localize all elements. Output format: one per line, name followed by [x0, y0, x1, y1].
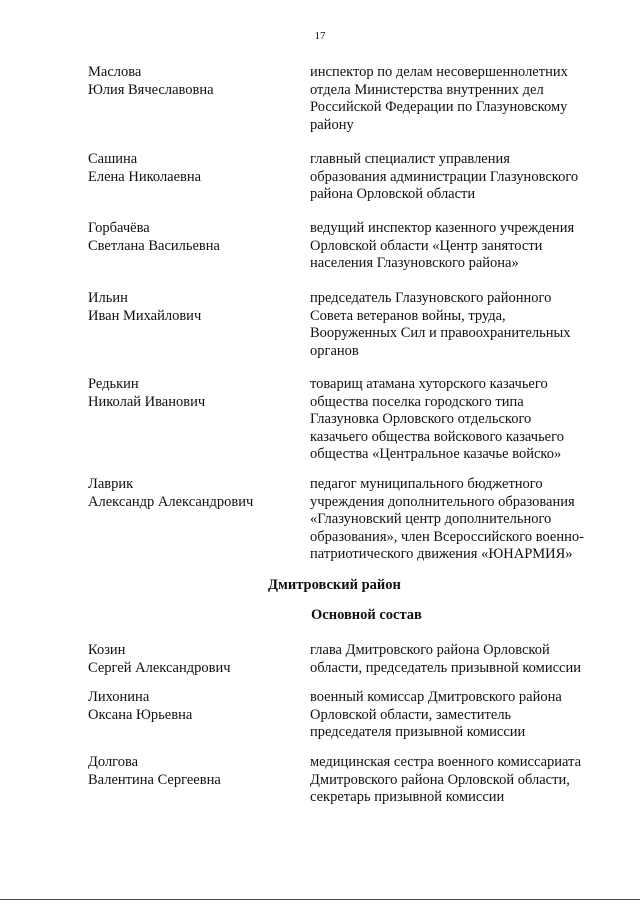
surname: Ильин: [88, 290, 128, 306]
position-line: товарищ атамана хуторского казачьего: [310, 376, 548, 392]
member-name: [88, 64, 303, 99]
position-line: секретарь призывной комиссии: [310, 789, 505, 805]
member-position: [310, 151, 610, 204]
given-names: Оксана Юрьевна: [88, 706, 193, 723]
position-line: глава Дмитровского района Орловской: [310, 642, 550, 658]
surname: Лихонина: [88, 689, 150, 705]
position-line: председателя призывной комиссии: [310, 724, 526, 740]
given-names: Светлана Васильевна: [88, 237, 220, 254]
member-position: [310, 754, 610, 807]
district-heading: Дмитровский район: [268, 577, 401, 593]
member-position: [310, 220, 610, 273]
surname: Маслова: [88, 64, 142, 80]
bottom-divider: [0, 899, 640, 900]
position-line: Дмитровского района Орловской области,: [310, 771, 570, 788]
position-line: области, председатель призывной комиссии: [310, 659, 581, 676]
position-line: образования администрации Глазуновского: [310, 168, 579, 185]
position-line: Глазуновка Орловского отдельского: [310, 411, 532, 427]
member-name: [88, 151, 303, 186]
member-position: [310, 290, 610, 360]
position-line: отдела Министерства внутренних дел: [310, 81, 544, 98]
position-line: учреждения дополнительного образования: [310, 493, 575, 510]
page-number: 17: [314, 30, 326, 42]
position-line: «Глазуновский центр дополнительного: [310, 511, 552, 527]
member-name: [88, 476, 303, 511]
position-line: патриотического движения «ЮНАРМИЯ»: [310, 546, 573, 562]
member-position: [310, 689, 610, 742]
member-position: [310, 476, 610, 564]
given-names: Николай Иванович: [88, 393, 206, 410]
given-names: Сергей Александрович: [88, 659, 231, 676]
surname: Редькин: [88, 376, 139, 392]
surname: Горбачёва: [88, 220, 150, 236]
given-names: Иван Михайлович: [88, 307, 202, 324]
position-line: Орловской области, заместитель: [310, 706, 512, 723]
member-position: [310, 64, 610, 134]
position-line: Орловской области «Центр занятости: [310, 237, 543, 254]
position-line: району: [310, 116, 354, 133]
member-name: [88, 689, 303, 724]
given-names: Александр Александрович: [88, 493, 254, 510]
surname: Сашина: [88, 151, 138, 167]
position-line: населения Глазуновского района»: [310, 255, 519, 271]
position-line: общества поселка городского типа: [310, 393, 524, 410]
position-line: Российской Федерации по Глазуновскому: [310, 99, 568, 115]
member-name: [88, 290, 303, 325]
given-names: Валентина Сергеевна: [88, 771, 221, 788]
member-position: [310, 376, 610, 464]
position-line: Вооруженных Сил и правоохранительных: [310, 325, 571, 341]
position-line: педагог муниципального бюджетного: [310, 476, 543, 492]
position-line: военный комиссар Дмитровского района: [310, 689, 562, 705]
position-line: главный специалист управления: [310, 151, 510, 167]
surname: Долгова: [88, 754, 139, 770]
surname: Козин: [88, 642, 126, 658]
member-name: [88, 642, 303, 677]
member-name: [88, 754, 303, 789]
position-line: медицинская сестра военного комиссариата: [310, 754, 582, 770]
position-line: председатель Глазуновского районного: [310, 290, 552, 306]
position-line: общества «Центральное казачье войско»: [310, 446, 562, 462]
position-line: ведущий инспектор казенного учреждения: [310, 220, 575, 236]
position-line: органов: [310, 342, 359, 359]
position-line: казачьего общества войскового казачьего: [310, 428, 564, 445]
given-names: Юлия Вячеславовна: [88, 81, 214, 98]
member-name: [88, 220, 303, 255]
member-name: [88, 376, 303, 411]
composition-heading: Основной состав: [311, 607, 422, 623]
position-line: Совета ветеранов войны, труда,: [310, 307, 506, 324]
member-position: [310, 642, 610, 677]
position-line: инспектор по делам несовершеннолетних: [310, 64, 568, 80]
position-line: района Орловской области: [310, 186, 476, 202]
surname: Лаврик: [88, 476, 134, 492]
given-names: Елена Николаевна: [88, 168, 202, 185]
position-line: образования», член Всероссийского военно-: [310, 528, 584, 545]
